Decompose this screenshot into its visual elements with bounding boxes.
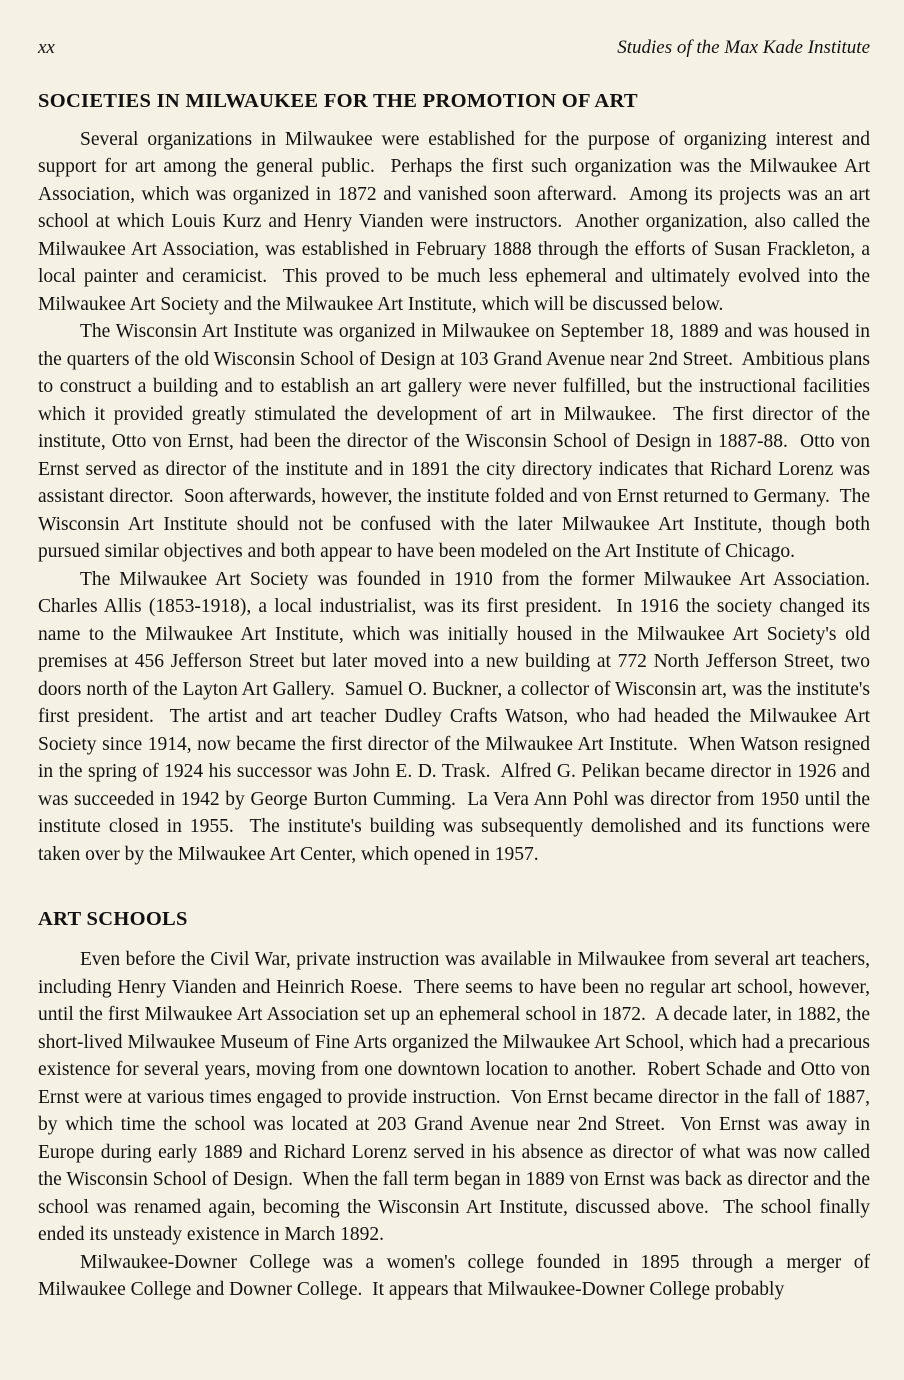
paragraph-societies-1: Several organizations in Milwaukee were established for the purpose of organizing interest and support for art among the general public. Perhaps the first such organization was the Milwaukee Art Association, which was organized in 1872 and vanished soon afterward. Among its projects was an art school at which Louis Kurz and Henry Vianden were instructors. Another organization, also called the Milwaukee Art Association, was established in February 1888 through the efforts of Susan Frackleton, a local painter and ceramicist. This proved to be much less ephemeral and ultimately evolved into the Milwaukee Art Society and the Milwaukee Art Institute, which will be discussed below. [38, 128, 875, 315]
section-heading-societies: SOCIETIES IN MILWAUKEE FOR THE PROMOTION OF ART [38, 89, 638, 112]
running-header [38, 34, 870, 62]
running-title: Studies of the Max Kade Institute [617, 37, 870, 58]
section-heading-art-schools: ART SCHOOLS [38, 908, 188, 930]
paragraph-societies-2: The Wisconsin Art Institute was organized in Milwaukee on September 18, 1889 and was housed in the quarters of the old Wisconsin School of Design at 103 Grand Avenue near 2nd Street. Ambitious plans to construct a building and to establish an art gallery were never fulfilled, but the instructional facilities which it provided greatly stimulated the development of art in Milwaukee. The first director of the institute, Otto von Ernst, had been the director of the Wisconsin School of Design in 1887-88. Otto von Ernst served as director of the institute and in 1891 the city directory indicates that Richard Lorenz was assistant director. Soon afterwards, however, the institute folded and von Ernst returned to Germany. The Wisconsin Art Institute should not be confused with the later Milwaukee Art Institute, though both pursued similar objectives and both appear to have been modeled on the Art Institute of Chicago. [38, 321, 875, 562]
paragraph-art-schools-1: Even before the Civil War, private instruction was available in Milwaukee from several art teachers, including Henry Vianden and Heinrich Roese. There seems to have been no regular art school, however, until the first Milwaukee Art Association set up an ephemeral school in 1872. A decade later, in 1882, the short-lived Milwaukee Museum of Fine Arts organized the Milwaukee Art School, which had a precarious existence for several years, moving from one downtown location to another. Robert Schade and Otto von Ernst were at various times engaged to provide instruction. Von Ernst became director in the fall of 1887, by which time the school was located at 203 Grand Avenue near 2nd Street. Von Ernst was away in Europe during early 1889 and Richard Lorenz served in his absence as director of what was now called the Wisconsin School of Design. When the fall term began in 1889 von Ernst was back as director and the school was renamed again, becoming the Wisconsin Art Institute, discussed above. The school finally ended its unsteady existence in March 1892. [38, 949, 875, 1245]
paragraph-art-schools-2: Milwaukee-Downer College was a women's college founded in 1895 through a merger of Milwaukee College and Downer College. It appears that Milwaukee-Downer College probably [38, 1251, 875, 1300]
page-number: xx [38, 37, 55, 58]
paragraph-societies-3: The Milwaukee Art Society was founded in 1910 from the former Milwaukee Art Association. Charles Allis (1853-1918), a local industrialist, was its first president. In 1916 the society changed its name to the Milwaukee Art Institute, which was initially housed in the Milwaukee Art Society's old premises at 456 Jefferson Street but later moved into a new building at 772 North Jefferson Street, two doors north of the Layton Art Gallery. Samuel O. Buckner, a collector of Wisconsin art, was the institute's first president. The artist and art teacher Dudley Crafts Watson, who had headed the Milwaukee Art Society since 1914, now became the first director of the Milwaukee Art Institute. When Watson resigned in the spring of 1924 his successor was John E. D. Trask. Alfred G. Pelikan became director in 1926 and was succeeded in 1942 by George Burton Cumming. La Vera Ann Pohl was director from 1950 until the institute closed in 1955. The institute's building was subsequently demolished and its functions were taken over by the Milwaukee Art Center, which opened in 1957. [38, 568, 880, 865]
